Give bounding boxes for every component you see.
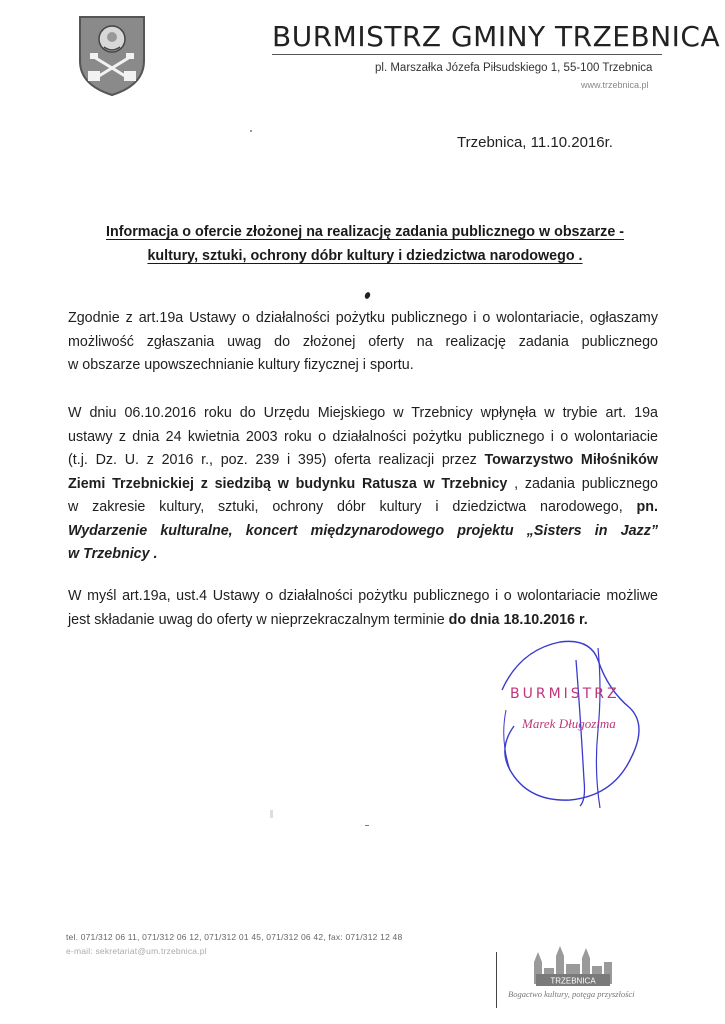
- text-run: jest składanie uwag do oferty w nieprzekraczalnym terminie: [68, 611, 449, 628]
- text-run: , zadania publicznego: [507, 475, 659, 492]
- organization-website: www.trzebnica.pl: [581, 80, 649, 90]
- text-run-bold: pn.: [636, 499, 658, 515]
- header-divider: [272, 54, 662, 55]
- ink-mark: [364, 291, 371, 299]
- text-run: w zakresie kultury, sztuki, ochrony dóbr kultury i dziedzictwa narodowego,: [68, 499, 637, 515]
- town-skyline-logo-icon: [530, 944, 616, 988]
- scan-speck: [250, 130, 252, 132]
- document-subject: [60, 220, 670, 268]
- logo-text: TRZEBNICA: [550, 976, 596, 986]
- paragraph-announcement: [68, 307, 658, 378]
- paragraph-line: W myśl art.19a, ust.4 Ustawy o działalności pożytku publicznego i o wolontariacie możliwe: [68, 588, 658, 604]
- paragraph-line: [68, 473, 658, 497]
- subject-line-2: kultury, sztuki, ochrony dóbr kultury i dziedzictwa narodowego .: [147, 248, 583, 264]
- subject-line-1: Informacja o ofercie złożonej na realizację zadania publicznego w obszarze -: [106, 224, 624, 240]
- paragraph-offer-details: [68, 402, 658, 567]
- paragraph-line: [68, 449, 658, 473]
- paragraph-line: [68, 609, 658, 633]
- paragraph-line: [68, 496, 658, 520]
- organization-address: pl. Marszałka Józefa Piłsudskiego 1, 55-100 Trzebnica: [375, 62, 653, 74]
- organization-name: Towarzystwo Miłośników: [484, 452, 658, 468]
- footer-email: e-mail: sekretariat@um.trzebnica.pl: [66, 946, 207, 956]
- stamp-title: BURMISTRZ: [510, 686, 620, 702]
- footer-slogan: Bogactwo kultury, potęga przyszłości: [508, 989, 635, 999]
- paragraph-line: ustawy z dnia 24 kwietnia 2003 roku o działalności pożytku publicznego i o wolontariacie: [68, 428, 658, 445]
- footer-phone-numbers: tel. 071/312 06 11, 071/312 06 12, 071/312 01 45, 071/312 06 42, fax: 071/312 12 48: [66, 932, 403, 942]
- paragraph-line: Zgodnie z art.19a Ustawy o działalności pożytku publicznego i o wolontariacie, ogłaszamy: [68, 310, 658, 326]
- paragraph-line: w obszarze upowszechnianie kultury fizycznej i sportu.: [68, 357, 414, 373]
- scan-speck: [365, 825, 369, 826]
- organization-name: Ziemi Trzebnickiej z siedzibą w budynku Ratusza w Trzebnicy: [68, 475, 508, 492]
- event-title: Wydarzenie kulturalne, koncert międzynarodowego projektu „Sisters in Jazz”: [68, 522, 658, 539]
- footer-divider: [496, 952, 497, 1008]
- document-date: Trzebnica, 11.10.2016r.: [457, 134, 613, 151]
- organization-title: BURMISTRZ GMINY TRZEBNICA: [272, 20, 721, 53]
- text-run: (t.j. Dz. U. z 2016 r., poz. 239 i 395) oferta realizacji przez: [68, 452, 485, 468]
- stamp-name: Marek Długozima: [522, 716, 616, 731]
- event-title: w Trzebnicy .: [68, 546, 158, 562]
- paragraph-deadline: [68, 585, 658, 632]
- scan-speck: [270, 810, 273, 818]
- paragraph-line: W dniu 06.10.2016 roku do Urzędu Miejskiego w Trzebnicy wpłynęła w trybie art. 19a: [68, 405, 658, 421]
- coat-of-arms-icon: [76, 13, 148, 97]
- deadline-date: do dnia 18.10.2016 r.: [448, 611, 588, 628]
- paragraph-line: możliwość zgłaszania uwag do złożonej oferty na realizację zadania publicznego: [68, 333, 658, 350]
